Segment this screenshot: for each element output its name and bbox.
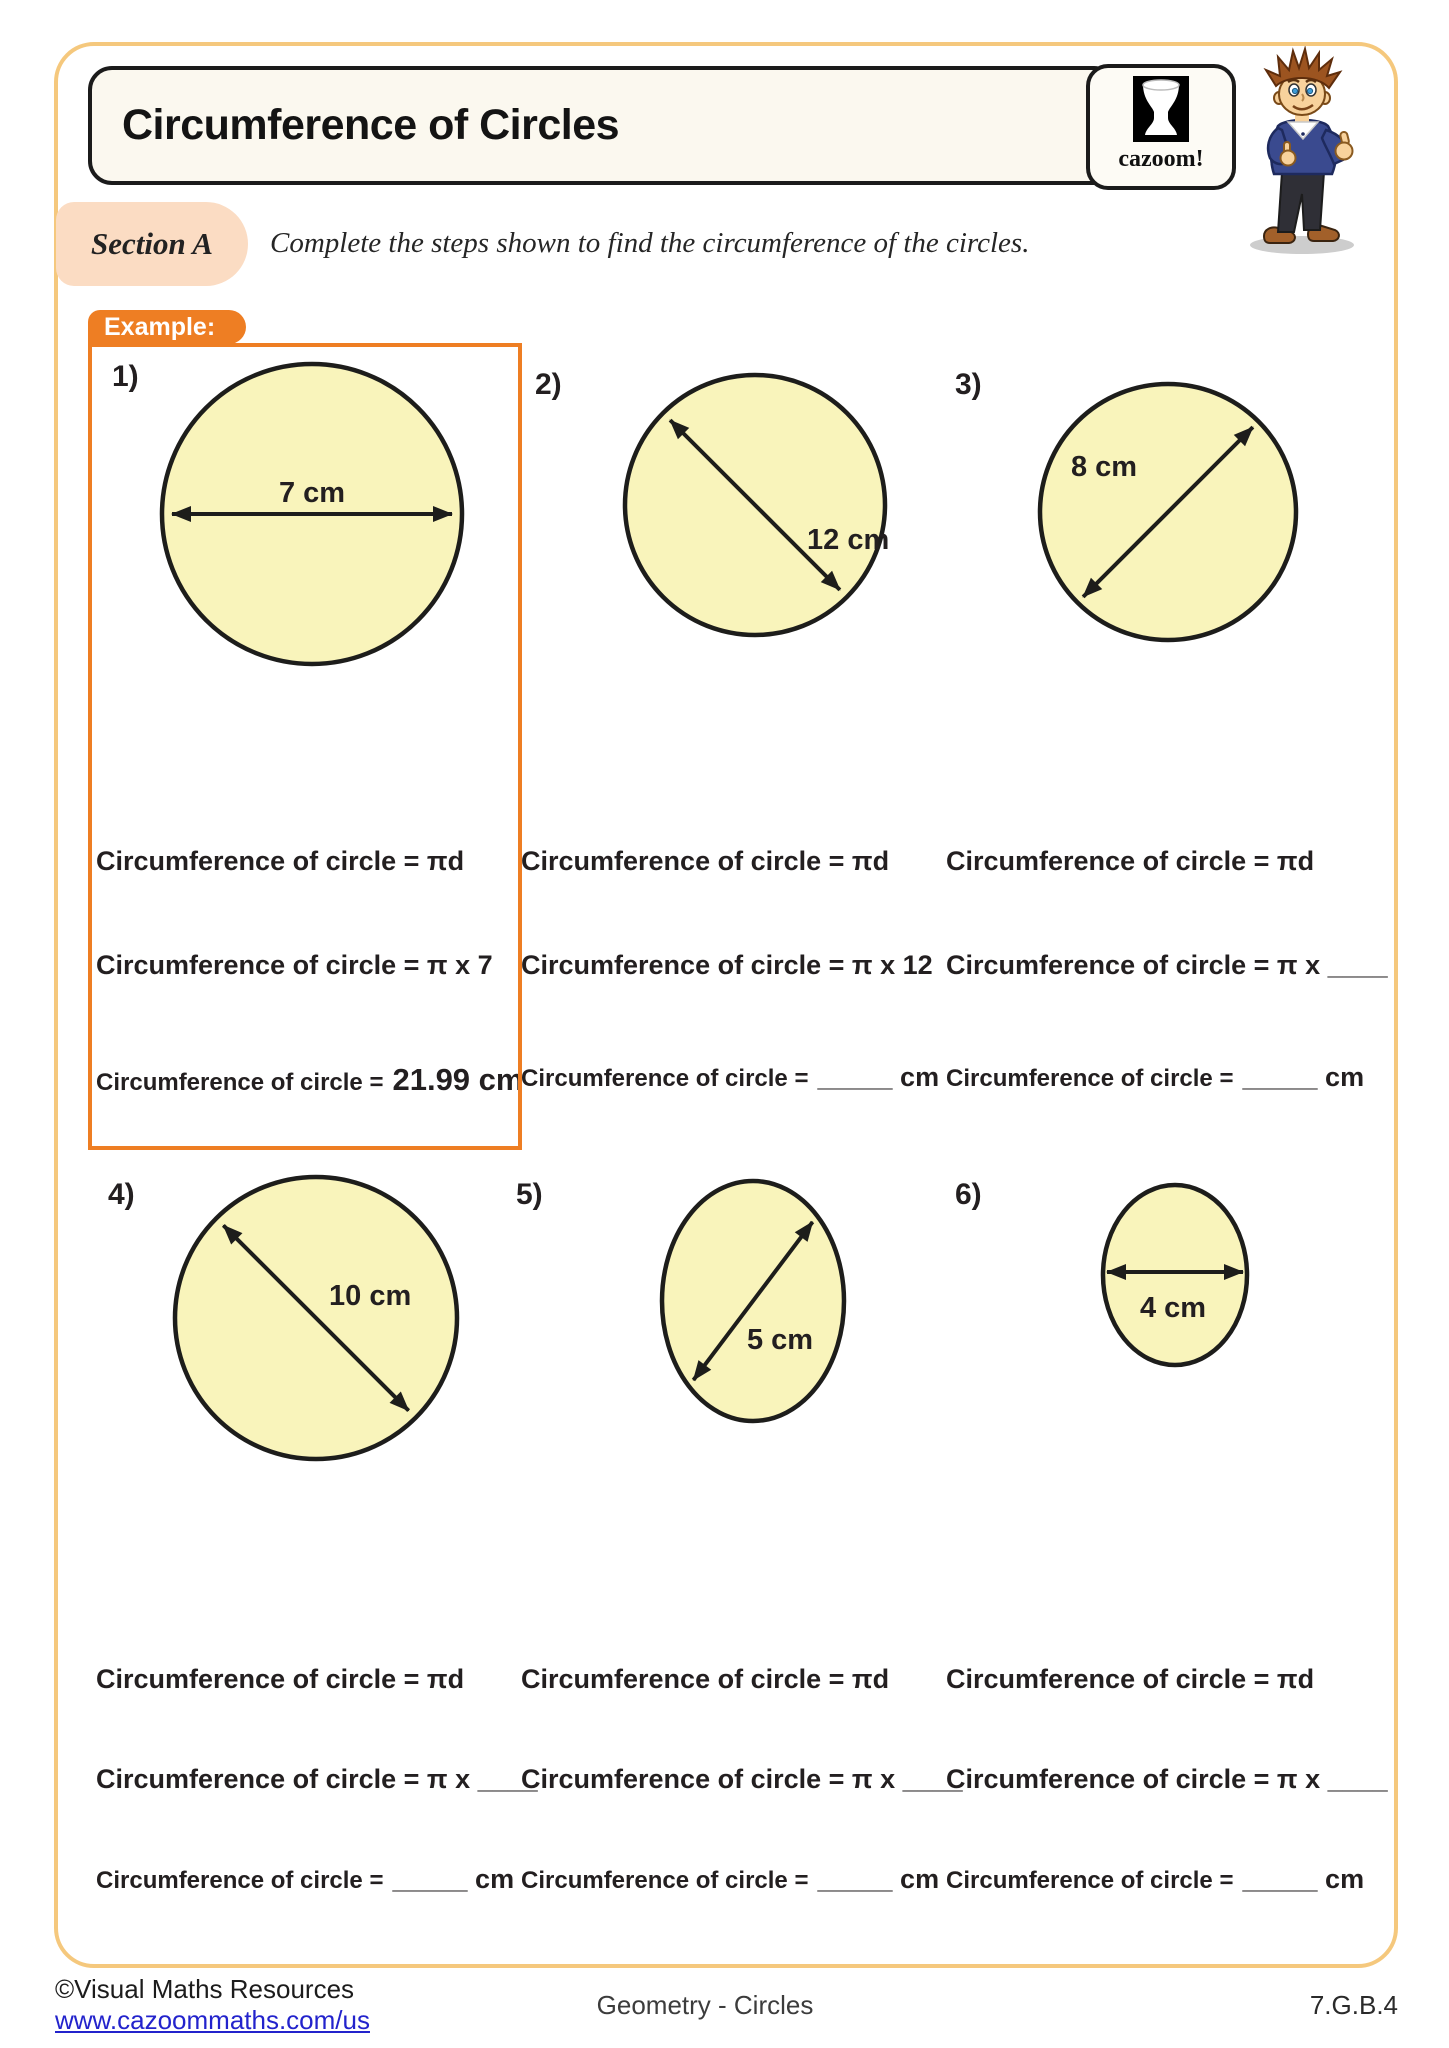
- answer-blank-4[interactable]: _____ cm: [392, 1864, 515, 1894]
- problem-3-step-3: [946, 1062, 1364, 1093]
- answer-blank-3[interactable]: _____ cm: [1242, 1062, 1365, 1092]
- problem-2-step-2: Circumference of circle = π x 12: [521, 950, 933, 980]
- brand-logo: [1086, 64, 1236, 190]
- step3-prefix-6: Circumference of circle =: [946, 1867, 1234, 1894]
- circle-figure-4: [167, 1169, 465, 1467]
- answer-blank-2[interactable]: _____ cm: [817, 1062, 940, 1092]
- standard-code: 7.G.B.4: [1309, 1990, 1398, 2020]
- diameter-label-5: 5 cm: [746, 1324, 814, 1356]
- djembe-drum-icon: [1133, 76, 1189, 142]
- worksheet-category: Geometry - Circles: [596, 1990, 814, 2020]
- diameter-label-6: 4 cm: [1139, 1292, 1207, 1324]
- step3-prefix-2: Circumference of circle =: [521, 1065, 809, 1092]
- problem-2-number: 2): [535, 368, 562, 401]
- problem-3-step-2[interactable]: Circumference of circle = π x ____: [946, 950, 1388, 980]
- problem-5-number: 5): [516, 1178, 543, 1211]
- problem-4-step-1: Circumference of circle = πd: [96, 1664, 465, 1694]
- brand-name: cazoom!: [1118, 146, 1204, 172]
- circle-figure-3: [1032, 376, 1304, 648]
- problem-5-step-3: [521, 1864, 939, 1895]
- problem-5-step-2[interactable]: Circumference of circle = π x ____: [521, 1764, 963, 1794]
- problem-4-step-3: [96, 1864, 514, 1895]
- problem-3-step-1: Circumference of circle = πd: [946, 846, 1315, 876]
- problem-1-step-1: Circumference of circle = πd: [96, 846, 465, 876]
- problem-5-step-1: Circumference of circle = πd: [521, 1664, 890, 1694]
- problem-2-step-1: Circumference of circle = πd: [521, 846, 890, 876]
- circle-6: [1103, 1185, 1247, 1365]
- copyright-text: ©Visual Maths Resources: [55, 1974, 355, 2004]
- section-label: Section A: [90, 226, 213, 261]
- circle-figure-1: [154, 356, 470, 672]
- website-link[interactable]: www.cazoommaths.com/us: [55, 2005, 370, 2035]
- answer-blank-6[interactable]: _____ cm: [1242, 1864, 1365, 1894]
- circle-figure-6: [1095, 1177, 1255, 1373]
- problem-6-step-1: Circumference of circle = πd: [946, 1664, 1315, 1694]
- problem-1-number: 1): [112, 360, 139, 393]
- step3-prefix-1: Circumference of circle =: [96, 1069, 384, 1096]
- mascot-character: [1238, 46, 1370, 258]
- circle-figure-5: [654, 1173, 852, 1429]
- diameter-label-4: 10 cm: [329, 1280, 412, 1312]
- section-instruction: Complete the steps shown to find the circumference of the circles.: [270, 227, 1030, 259]
- section-badge: [56, 202, 248, 286]
- diameter-label-2: 12 cm: [807, 524, 890, 556]
- answer-blank-5[interactable]: _____ cm: [817, 1864, 940, 1894]
- diameter-label-3: 8 cm: [1070, 451, 1138, 483]
- problem-6-step-2[interactable]: Circumference of circle = π x ____: [946, 1764, 1388, 1794]
- step3-answer-1: 21.99 cm: [392, 1062, 524, 1097]
- problem-2-step-3: [521, 1062, 939, 1093]
- problem-4-step-2[interactable]: Circumference of circle = π x ____: [96, 1764, 538, 1794]
- problem-1-step-2: Circumference of circle = π x 7: [96, 950, 493, 980]
- step3-prefix-5: Circumference of circle =: [521, 1867, 809, 1894]
- problem-6-step-3: [946, 1864, 1364, 1895]
- step3-prefix-3: Circumference of circle =: [946, 1065, 1234, 1092]
- title-box: [88, 66, 1118, 185]
- page-title: Circumference of Circles: [122, 101, 620, 149]
- diameter-label-1: 7 cm: [278, 477, 346, 509]
- problem-3-number: 3): [955, 368, 982, 401]
- problem-6-number: 6): [955, 1178, 982, 1211]
- example-badge: Example:: [88, 310, 246, 344]
- step3-prefix-4: Circumference of circle =: [96, 1867, 384, 1894]
- circle-figure-2: [617, 367, 893, 643]
- problem-4-number: 4): [108, 1178, 135, 1211]
